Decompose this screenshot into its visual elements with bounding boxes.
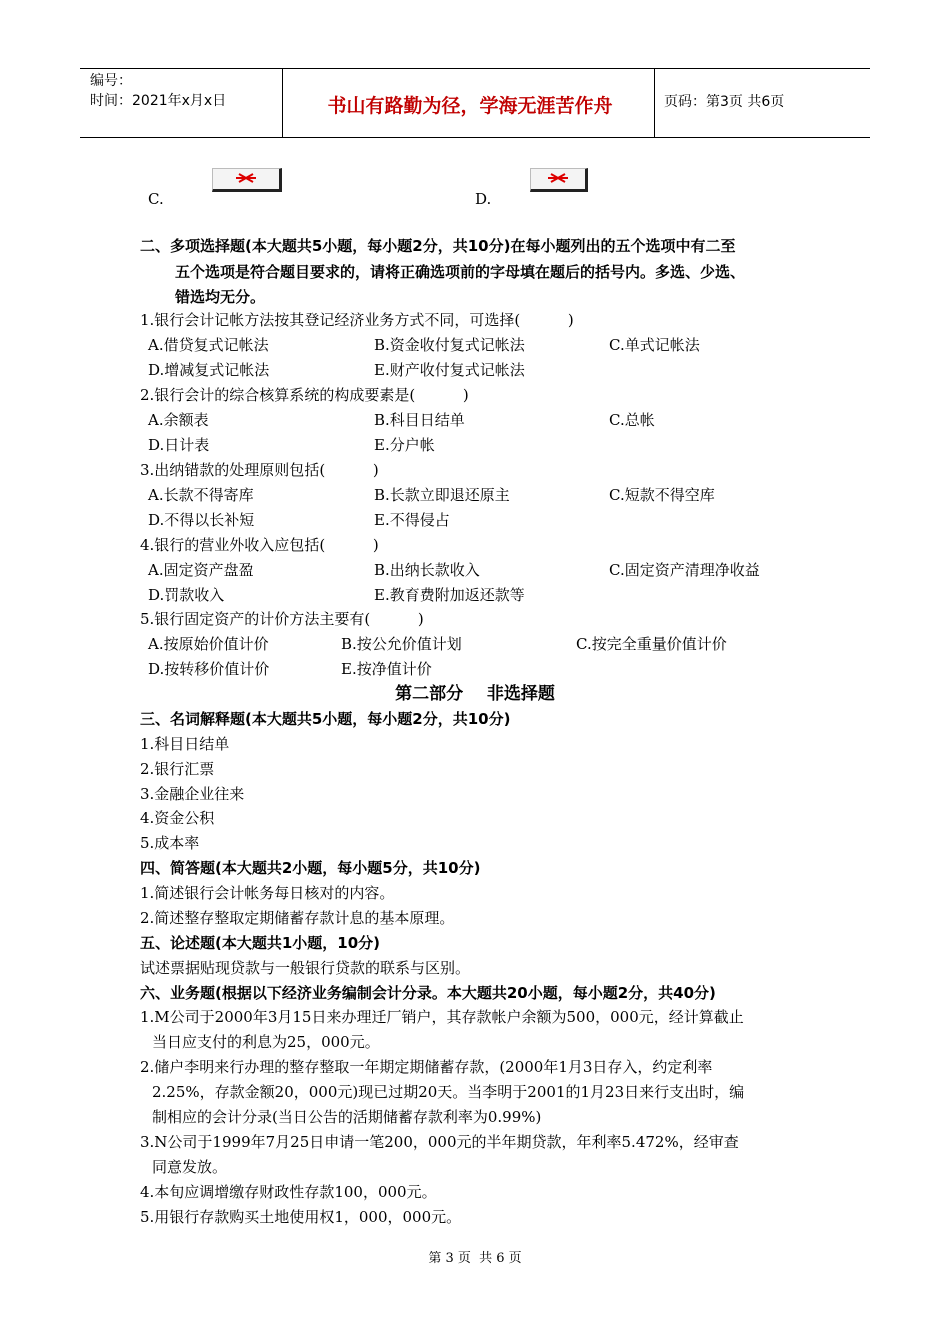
list-item: 3.金融企业往来 bbox=[140, 785, 245, 803]
broken-image-icon bbox=[545, 172, 571, 184]
question-text: 1.M公司于2000年3月15日来办理迁厂销户，其存款帐户余额为500，000元，经计算截止 bbox=[140, 1008, 744, 1026]
header-time: 时间：2021年x月x日 bbox=[90, 93, 227, 109]
section5-title: 五、论述题(本大题共1小题，10分) bbox=[140, 934, 381, 952]
question-text-cont: 同意发放。 bbox=[152, 1158, 228, 1176]
question-text-cont: 制相应的会计分录(当日公告的活期储蓄存款利率为0.99%) bbox=[152, 1108, 542, 1126]
option-e: E.不得侵占 bbox=[374, 511, 450, 529]
option-a: A.借贷复式记帐法 bbox=[148, 336, 269, 354]
option-c: C.按完全重量价值计价 bbox=[576, 635, 727, 653]
header-number: 编号： bbox=[90, 73, 132, 89]
list-item: 4.资金公积 bbox=[140, 809, 215, 827]
page-header bbox=[80, 68, 870, 138]
part-title: 第二部分 非选择题 bbox=[395, 684, 555, 704]
option-d: D.不得以长补短 bbox=[148, 511, 255, 529]
essay-question: 试述票据贴现贷款与一般银行贷款的联系与区别。 bbox=[140, 959, 471, 977]
option-e: E.按净值计价 bbox=[341, 660, 432, 678]
broken-image-d bbox=[530, 168, 588, 192]
option-e: E.分户帐 bbox=[374, 436, 435, 454]
option-a: A.固定资产盘盈 bbox=[148, 561, 254, 579]
option-d: D.罚款收入 bbox=[148, 586, 225, 604]
option-b: B.科目日结单 bbox=[374, 411, 465, 429]
list-item: 5.成本率 bbox=[140, 834, 200, 852]
option-e: E.财产收付复式记帐法 bbox=[374, 361, 525, 379]
question-text: 1.银行会计记帐方法按其登记经济业务方式不同，可选择( ) bbox=[140, 311, 574, 329]
header-page-info: 页码：第3页 共6页 bbox=[664, 94, 785, 110]
question-text-cont: 2.25%，存款金额20，000元)现已过期20天。当李明于2001的1月23日来行支出时，编 bbox=[152, 1083, 745, 1101]
question-text: 4.银行的营业外收入应包括( ) bbox=[140, 536, 379, 554]
question-text: 2.储户李明来行办理的整存整取一年期定期储蓄存款，(2000年1月3日存入，约定利率 bbox=[140, 1058, 713, 1076]
option-d: D.按转移价值计价 bbox=[148, 660, 270, 678]
option-a: A.余额表 bbox=[148, 411, 209, 429]
question-text-cont: 当日应支付的利息为25，000元。 bbox=[152, 1033, 380, 1051]
page-footer: 第 3 页 共 6 页 bbox=[428, 1251, 522, 1266]
section2-title-cont: 五个选项是符合题目要求的，请将正确选项前的字母填在题后的括号内。多选、少选、 bbox=[175, 263, 746, 281]
section2-title: 二、多项选择题(本大题共5小题，每小题2分，共10分)在每小题列出的五个选项中有二至 bbox=[140, 237, 736, 255]
option-e: E.教育费附加返还款等 bbox=[374, 586, 525, 604]
option-a: A.按原始价值计价 bbox=[148, 635, 269, 653]
option-d-label: D. bbox=[475, 190, 492, 208]
list-item: 1.科目日结单 bbox=[140, 735, 230, 753]
header-divider bbox=[282, 69, 283, 137]
option-b: B.长款立即退还原主 bbox=[374, 486, 510, 504]
broken-image-icon bbox=[233, 172, 259, 184]
question-text: 4.本旬应调增缴存财政性存款100，000元。 bbox=[140, 1183, 437, 1201]
question-text: 5.用银行存款购买土地使用权1，000，000元。 bbox=[140, 1208, 462, 1226]
question-text: 3.N公司于1999年7月25日申请一笔200，000元的半年期贷款，年利率5.472%，经审查 bbox=[140, 1133, 739, 1151]
section3-title: 三、名词解释题(本大题共5小题，每小题2分，共10分) bbox=[140, 710, 511, 728]
question-text: 5.银行固定资产的计价方法主要有( ) bbox=[140, 610, 424, 628]
list-item: 2.简述整存整取定期储蓄存款计息的基本原理。 bbox=[140, 909, 455, 927]
broken-image-c bbox=[212, 168, 282, 192]
option-b: B.出纳长款收入 bbox=[374, 561, 480, 579]
section4-title: 四、简答题(本大题共2小题，每小题5分，共10分) bbox=[140, 859, 481, 877]
list-item: 1.简述银行会计帐务每日核对的内容。 bbox=[140, 884, 395, 902]
option-b: B.资金收付复式记帐法 bbox=[374, 336, 525, 354]
option-c: C.总帐 bbox=[609, 411, 655, 429]
header-motto: 书山有路勤为径，学海无涯苦作舟 bbox=[327, 95, 613, 117]
option-c-label: C. bbox=[148, 190, 164, 208]
section2-title-cont: 错选均无分。 bbox=[175, 288, 266, 306]
option-c: C.短款不得空库 bbox=[609, 486, 715, 504]
section6-title: 六、业务题(根据以下经济业务编制会计分录。本大题共20小题，每小题2分，共40分) bbox=[140, 984, 716, 1002]
option-d: D.日计表 bbox=[148, 436, 210, 454]
option-b: B.按公允价值计划 bbox=[341, 635, 462, 653]
option-d: D.增减复式记帐法 bbox=[148, 361, 270, 379]
option-c: C.单式记帐法 bbox=[609, 336, 700, 354]
header-meta bbox=[90, 71, 226, 111]
list-item: 2.银行汇票 bbox=[140, 760, 215, 778]
option-a: A.长款不得寄库 bbox=[148, 486, 254, 504]
question-text: 2.银行会计的综合核算系统的构成要素是( ) bbox=[140, 386, 469, 404]
question-text: 3.出纳错款的处理原则包括( ) bbox=[140, 461, 379, 479]
option-c: C.固定资产清理净收益 bbox=[609, 561, 760, 579]
